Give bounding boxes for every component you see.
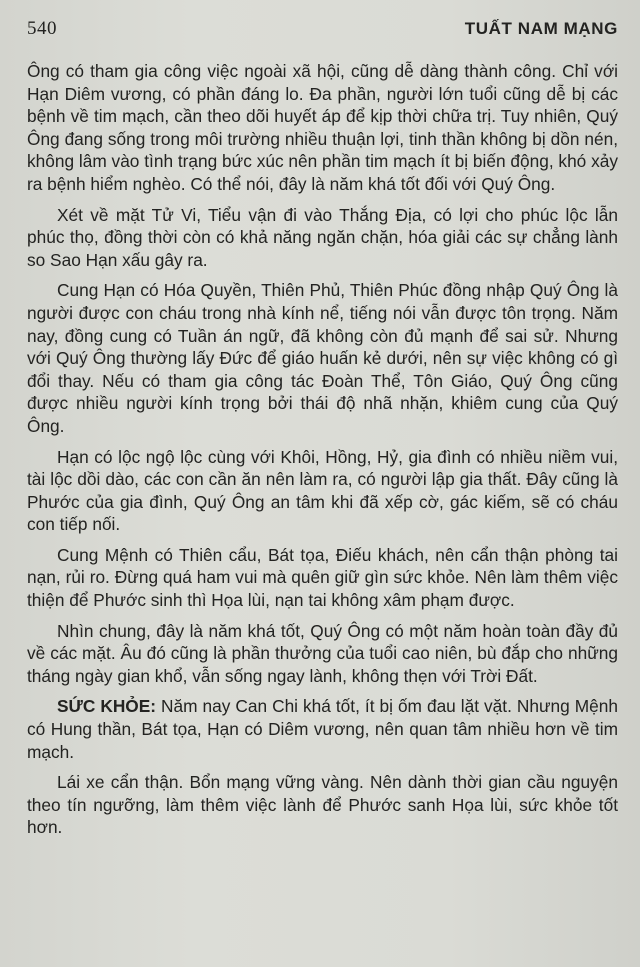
paragraph-health [27,695,618,763]
paragraph-text: Hạn có lộc ngộ lộc cùng với Khôi, Hồng, Hỷ, gia đình có nhiều niềm vui, tài lộc dồi dào, các con cần ăn nên làm ra, có người lập gia thất. Đây cũng là Phước của gia đình, Quý Ông an tâm khi đã xếp cờ, gác kiếm, sẽ có cháu con tiếp nối. [27,446,618,535]
paragraph-5 [27,544,618,612]
paragraph-text: Ông có tham gia công việc ngoài xã hội, cũng dễ dàng thành công. Chỉ với Hạn Diêm vương, có phần đáng lo. Đa phần, người lớn tuổi cũng dễ bị các bệnh về tim mạch, cần theo dõi huyết áp để kịp thời chữa trị. Tuy nhiên, Quý Ông đang sống trong môi trường nhiều thuận lợi, tinh thần không bị dồn nén, không lâm vào tình trạng bức xúc nên phần tim mạch ít bị biến động, khó xảy ra bệnh hiểm nghèo. Có thể nói, đây là năm khá tốt đối với Quý Ông. [27,61,618,194]
page-header [27,18,618,50]
paragraph-text: Cung Hạn có Hóa Quyền, Thiên Phủ, Thiên Phúc đồng nhập Quý Ông là người được con cháu trong nhà kính nể, tiếng nói vẫn được tôn trọng. Năm nay, đồng cung có Tuần án ngữ, đã không còn đủ mạnh để sai sử. Nhưng với Quý Ông thường lấy Đức để giáo huấn kẻ dưới, nên sự việc không có gì đổi thay. Nếu có tham gia công tác Đoàn Thể, Tôn Giáo, Quý Ông cũng được nhiều người kính trọng bởi thái độ nhã nhặn, khiêm cung của Quý Ông. [27,280,618,436]
paragraph-3 [27,279,618,437]
body-text [27,60,618,839]
running-title: TUẤT NAM MẠNG [464,19,618,38]
paragraph-8 [27,771,618,839]
paragraph-text: Năm nay Can Chi khá tốt, ít bị ốm đau lặt vặt. Nhưng Mệnh có Hung thần, Bát tọa, Hạn có Diêm vương, nên quan tâm nhiều hơn về tim mạch. [27,696,619,762]
paragraph-text: Xét về mặt Tử Vi, Tiểu vận đi vào Thắng Địa, có lợi cho phúc lộc lẫn phúc thọ, đồng thời còn có khả năng ngăn chặn, hóa giải các sự chẳng lành so Sao Hạn xấu gây ra. [27,204,618,270]
paragraph-6 [27,620,618,688]
page-number: 540 [27,18,57,39]
paragraph-4 [27,446,618,536]
paragraph-text: Lái xe cẩn thận. Bổn mạng vững vàng. Nên dành thời gian cầu nguyện theo tín ngưỡng, làm thêm việc lành để Phước sanh Họa lùi, sức khỏe tốt hơn. [27,772,618,838]
paragraph-2 [27,204,618,272]
paragraph-text: Cung Mệnh có Thiên cẩu, Bát tọa, Điếu khách, nên cẩn thận phòng tai nạn, rủi ro. Đừng quá ham vui mà quên giữ gìn sức khỏe. Nên làm thêm việc thiện để Phước sinh thì Họa lùi, nạn tai không xâm phạm được. [27,544,618,611]
paragraph-text: Nhìn chung, đây là năm khá tốt, Quý Ông có một năm hoàn toàn đầy đủ về các mặt. Âu đó cũng là phần thưởng của tuổi cao niên, bù đắp cho những tháng ngày gian khổ, vẫn sống ngay lành, không thẹn với Trời Đất. [27,620,618,686]
paragraph-1 [27,60,618,196]
health-heading: SỨC KHỎE: [57,696,157,717]
